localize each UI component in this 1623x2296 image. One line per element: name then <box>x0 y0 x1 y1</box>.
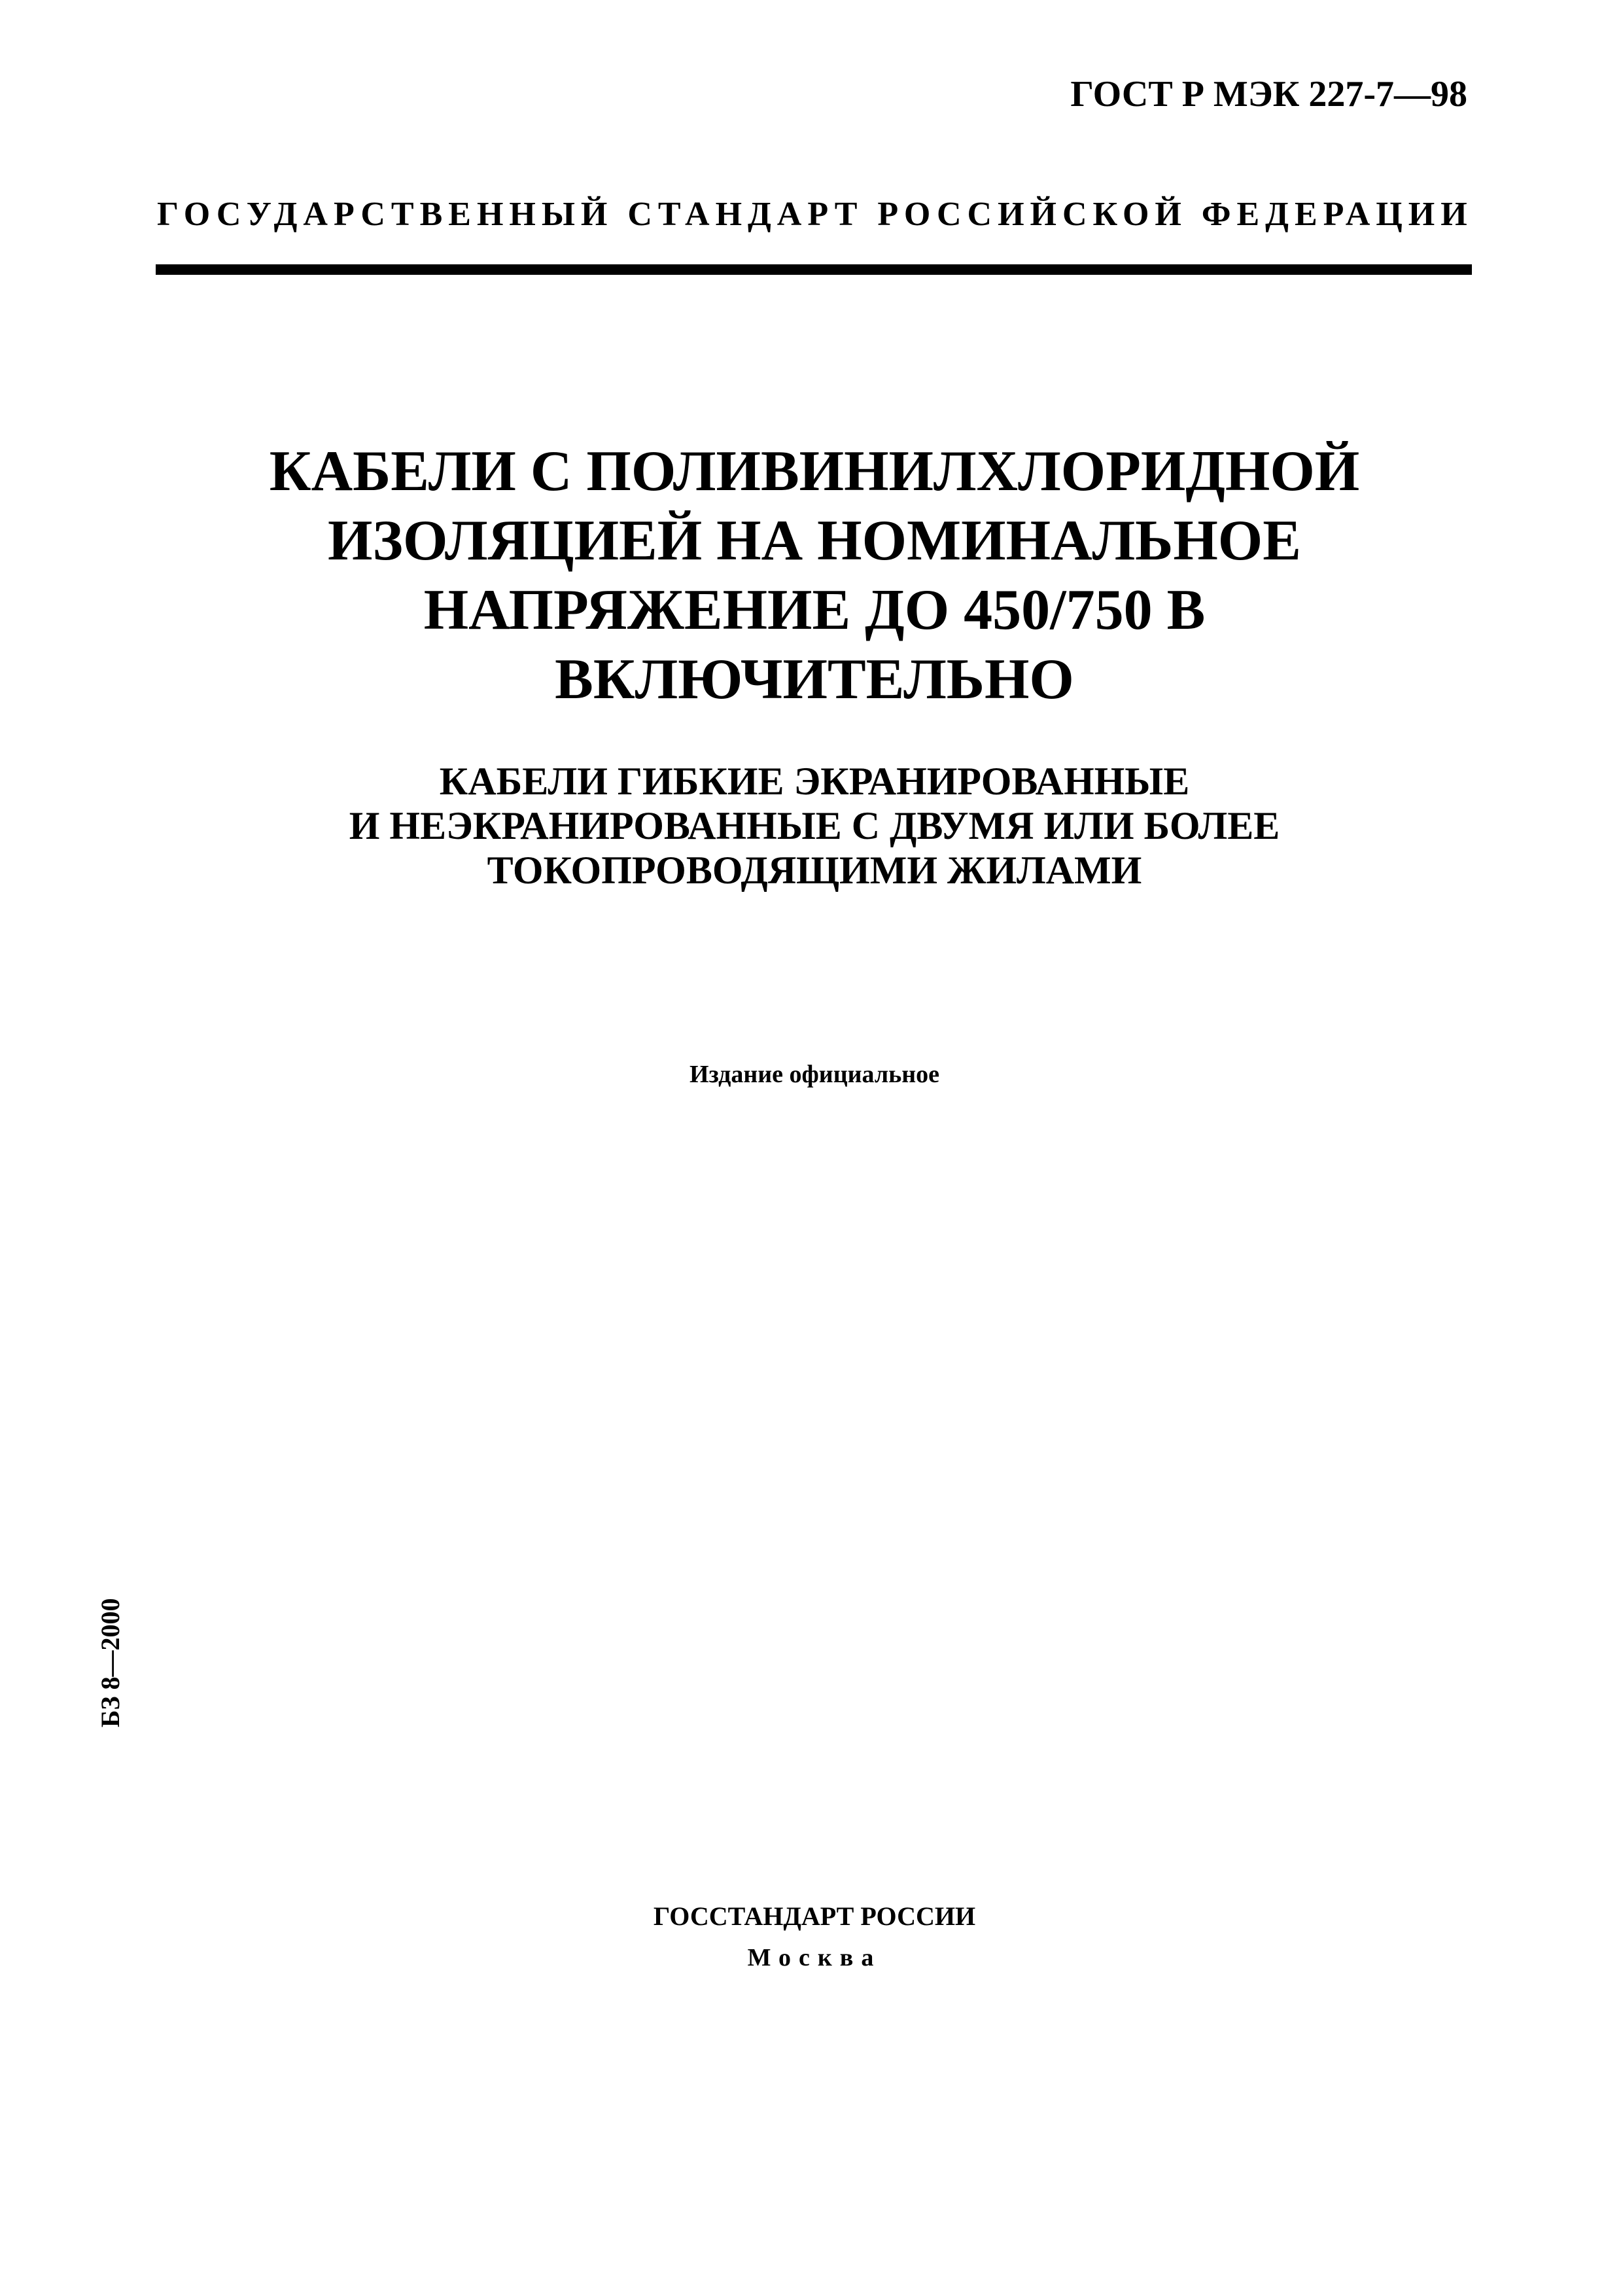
standard-number: ГОСТ Р МЭК 227-7—98 <box>1070 74 1467 115</box>
main-title <box>157 437 1472 715</box>
header-divider <box>156 264 1472 275</box>
subtitle-line-2: И НЕЭКРАНИРОВАННЫЕ С ДВУМЯ ИЛИ БОЛЕЕ <box>349 804 1280 847</box>
subtitle-line-3: ТОКОПРОВОДЯЩИМИ ЖИЛАМИ <box>487 849 1142 892</box>
main-title-line-2: ИЗОЛЯЦИЕЙ НА НОМИНАЛЬНОЕ <box>328 509 1301 573</box>
side-code: БЗ 8—2000 <box>96 1598 125 1727</box>
official-edition-label: Издание официальное <box>689 1061 939 1088</box>
subtitle-line-1: КАБЕЛИ ГИБКИЕ ЭКРАНИРОВАННЫЕ <box>439 760 1190 803</box>
publication-city: Москва <box>747 1944 882 1971</box>
main-title-line-3: НАПРЯЖЕНИЕ ДО 450/750 В <box>423 578 1206 642</box>
main-title-line-1: КАБЕЛИ С ПОЛИВИНИЛХЛОРИДНОЙ <box>269 440 1360 503</box>
subtitle <box>157 759 1472 892</box>
publisher: ГОССТАНДАРТ РОССИИ <box>653 1901 976 1931</box>
state-standard-header: ГОСУДАРСТВЕННЫЙ СТАНДАРТ РОССИЙСКОЙ ФЕДЕРАЦИИ <box>157 196 1473 233</box>
main-title-line-4: ВКЛЮЧИТЕЛЬНО <box>555 648 1074 711</box>
